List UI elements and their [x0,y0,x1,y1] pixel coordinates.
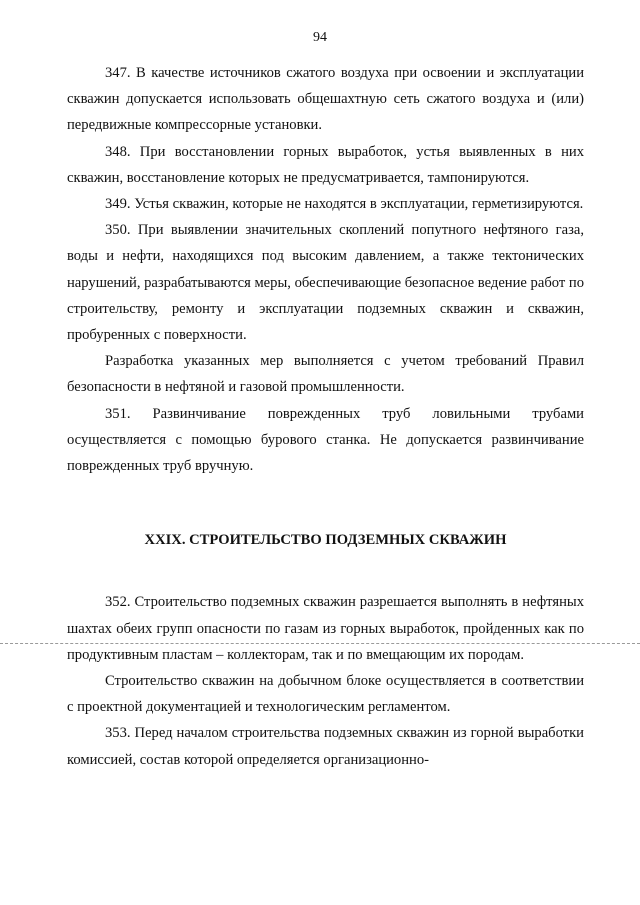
paragraph-353: 353. Перед началом строительства подземных скважин из горной выработки комиссией, состав которой определяется организационно- [67,725,584,768]
paragraph-348: 348. При восстановлении горных выработок, устья выявленных в них скважин, восстановление которых не предусматривается, тампонируются. [67,143,584,186]
document-body [67,60,584,773]
section-heading: XXIX. СТРОИТЕЛЬСТВО ПОДЗЕМНЫХ СКВАЖИН [144,532,507,549]
paragraph-350-continued: Разработка указанных мер выполняется с учетом требований Правил безопасности в нефтяной и газовой промышленности. [67,353,584,396]
paragraph-352: 352. Строительство подземных скважин разрешается выполнять в нефтяных шахтах обеих групп опасности по газам из горных выработок, пройденных как по продуктивным пластам – коллекторам, так и по вмещающим их породам. [67,594,584,663]
paragraph-351: 351. Развинчивание поврежденных труб ловильными трубами осуществляется с помощью бурового станка. Не допускается развинчивание поврежденных труб вручную. [67,405,584,475]
page-number: 94 [313,30,327,45]
paragraph-349: 349. Устья скважин, которые не находятся в эксплуатации, герметизируются. [105,196,584,213]
paragraph-352-continued: Строительство скважин на добычном блоке осуществляется в соответствии с проектной документацией и технологическим регламентом. [67,673,584,716]
paragraph-347: 347. В качестве источников сжатого воздуха при освоении и эксплуатации скважин допускается использовать общешахтную сеть сжатого воздуха и (или) передвижные компрессорные установки. [67,65,584,134]
paragraph-350: 350. При выявлении значительных скоплений попутного нефтяного газа, воды и нефти, находящихся под высоким давлением, а также тектонических нарушений, разрабатываются меры, обеспечивающие безопасное ведение работ по строительству, ремонту и эксплуатации подземных скважин и скважин, пробуренных с поверхности. [67,222,584,344]
